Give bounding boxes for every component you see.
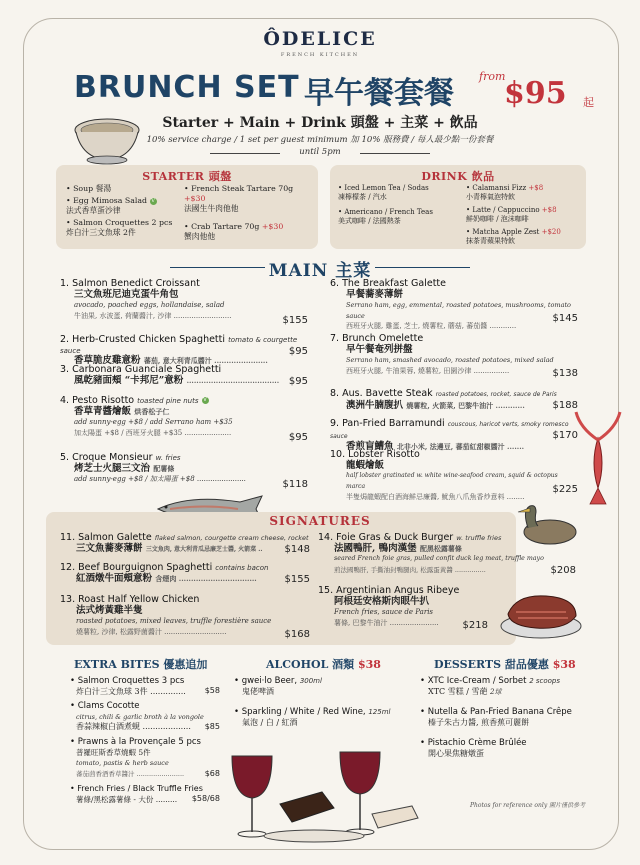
vegetarian-icon: V bbox=[203, 397, 207, 403]
duck-illustration bbox=[512, 500, 582, 550]
main-item: 2. Herb-Crusted Chicken Spaghetti tomato & courgette sauce 香草脆皮雞意粉 蕃茄, 意大利青瓜醬汁 ...................... $95 bbox=[60, 334, 308, 366]
lobster-illustration bbox=[568, 408, 628, 508]
main-item: 4. Pesto Risotto toasted pine nuts V 香草青醬燴飯 烘香松子仁 add sunny-egg +$8 / add Serrano ham +$35 加太陽蛋 +$8 / 西班牙火腿 +$35 ..................... $95 bbox=[60, 395, 308, 443]
drink-title: DRINK 飲品 bbox=[421, 170, 495, 183]
main-item: 6. The Breakfast Galette 早餐蕎麥薄餅 Serrano ham, egg, emmental, roasted potatoes, mushrooms, tomato sauce 西班牙火腿, 雞蛋, 芝士, 燒薯粒, 蘑菇, 蕃茄醬 ............ $145 bbox=[330, 278, 578, 330]
set-price: $95 bbox=[504, 76, 567, 111]
drink-item: • Iced Lemon Tea / Sodas 凍檸檬茶 / 汽水 • Americano / French Teas 美式咖啡 / 法國熱茶 bbox=[338, 184, 433, 225]
set-composition: Starter + Main + Drink 頭盤 + 主菜 + 飲品 bbox=[162, 115, 478, 131]
footnote: Photos for reference only 圖片僅供參考 bbox=[470, 802, 586, 809]
steak-illustration bbox=[496, 584, 586, 642]
wine-cake-illustration bbox=[222, 736, 422, 846]
divider bbox=[360, 153, 430, 154]
signature-item: 14. Foie Gras & Duck Burger w. truffle fries 法國鴨肝, 鴨肉漢堡 配黑松露薯條 seared French foie gras, pulled confit duck leg meat, truffle mayo 煎法國鴨肝, 手撕油封鴨腿肉, 松露蛋黃醬 ............... $208 bbox=[318, 532, 576, 576]
price-suffix: 起 bbox=[583, 96, 594, 109]
desserts-title: DESSERTS 甜品優惠 $38 bbox=[434, 658, 576, 671]
signatures-title: SIGNATURES bbox=[269, 514, 371, 528]
signature-item: 12. Beef Bourguignon Spaghetti contains bacon 紅酒燉牛面頰意粉 含煙肉 ................................ $155 bbox=[60, 562, 310, 585]
dessert-item: • XTC Ice-Cream / Sorbet 2 scoops XTC 雪糕 / 雪葩 2球 • Nutella & Pan-Fried Banana Crêpe 榛子朱古力醬, 煎香蕉可麗餅 • Pistachio Crème Brûlée 開心果焦糖燉蛋 bbox=[420, 676, 572, 758]
divider bbox=[375, 267, 470, 268]
extra-title: EXTRA BITES 優惠追加 bbox=[74, 658, 208, 671]
main-item: 9. Pan-Fried Barramundi couscous, haricot verts, smoky romesco sauce 香煎盲鰽魚 北非小米, 法邊豆, 蕃茄紅甜椒醬汁 ....... $170 bbox=[330, 418, 578, 452]
page-title-cn: 早午餐套餐 bbox=[304, 76, 454, 111]
drink-item: • Calamansi Fizz +$8 小青檸氣泡特飲 • Latte / Cappuccino +$8 鮮奶咖啡 / 泡沫咖啡 • Matcha Apple Zest +$20 抹茶青蘋果特飲 bbox=[466, 184, 561, 245]
main-item: 5. Croque Monsieur w. fries 烤芝士火腿三文治 配薯條 add sunny-egg +$8 / 加太陽蛋 +$8 ...................... $118 bbox=[60, 452, 308, 490]
starter-item: • French Steak Tartare 70g +$30 法國生牛肉他他 • Crab Tartare 70g +$30 蟹肉他他 bbox=[184, 184, 294, 241]
main-item: 3. Carbonara Guanciale Spaghetti 風乾豬面頰 “卡邦尼”意粉 ...................................... $95 bbox=[60, 364, 308, 387]
brand-logo: ÔDELICE bbox=[263, 28, 377, 50]
main-title: MAIN 主菜 bbox=[268, 261, 372, 281]
main-item: 8. Aus. Bavette Steak roasted potatoes, rocket, sauce de Paris 澳洲牛腩腹扒 燒薯粒, 火箭菜, 巴黎牛油汁 ............ $188 bbox=[330, 388, 578, 411]
alcohol-item: • gwei·lo Beer, 300ml 鬼佬啤酒 • Sparkling / White / Red Wine, 125ml 氣泡 / 白 / 紅酒 bbox=[234, 676, 391, 727]
starter-title: STARTER 頭盤 bbox=[142, 170, 232, 183]
extra-item: • French Fries / Black Truffle Fries 薯條/黑松露薯條 - 大份 ......... $58/68 bbox=[70, 784, 220, 804]
main-item: 7. Brunch Omelette 早午餐奄列拼盤 Serrano ham, smashed avocado, roasted potatoes, mixed salad 西班牙火腿, 牛油果蓉, 燒薯粒, 田園沙律 ................ $138 bbox=[330, 333, 578, 379]
extra-item: • Clams Cocotte citrus, chili & garlic broth à la vongole 香蒜辣椒白酒煮蜆 ................... $85 bbox=[70, 701, 220, 731]
starter-item: • Soup 餐湯 • Egg Mimosa Salad V 法式香草蛋沙律 • Salmon Croquettes 2 pcs 炸白汁三文魚球 2件 bbox=[66, 184, 173, 237]
vegetarian-icon: V bbox=[151, 197, 155, 204]
main-item: 1. Salmon Benedict Croissant 三文魚班尼迪克蛋牛角包 avocado, poached eggs, hollandaise, salad 牛油果, 水波蛋, 荷蘭醬汁, 沙律 .......................... $155 bbox=[60, 278, 308, 326]
brand-tagline: FRENCH KITCHEN bbox=[280, 52, 360, 58]
service-note: 10% service charge / 1 set per guest minimum 加 10% 服務費 / 每人最少點一份套餐 bbox=[146, 135, 494, 145]
extra-item: • Prawns à la Provençale 5 pcs 普羅旺斯香草燒蝦 5件 tomato, pastis & herb sauce 蕃茄茴香酒香草醬汁 ....................... $68 bbox=[70, 737, 220, 778]
signature-item: 11. Salmon Galette flaked salmon, courgette cream cheese, rocket 三文魚蕎麥薄餅 三文魚肉, 意大利青瓜忌廉芝士醬, 火箭菜 .. $148 bbox=[60, 532, 310, 555]
main-item: 10. Lobster Risotto 龍蝦燴飯 half lobster gratinated w. white wine-seafood cream, squid & octopus marca 半隻焗龍蝦配白酒海鮮忌廉醬, 魷魚八爪魚香炒意料 ........ $225 bbox=[330, 449, 578, 501]
availability: until 5pm bbox=[299, 147, 341, 157]
signature-item: 15. Argentinian Angus Ribeye 阿根廷安格斯肉眼牛扒 French fries, sauce de Paris 薯條, 巴黎牛油汁 ...................... $218 bbox=[318, 585, 488, 631]
signature-item: 13. Roast Half Yellow Chicken 法式烤黃雞半隻 roasted potatoes, mixed leaves, truffle forestière sauce 燒薯粒, 沙律, 松露野菌醬汁 ............................ $168 bbox=[60, 594, 310, 640]
alcohol-title: ALCOHOL 酒類 $38 bbox=[266, 658, 381, 671]
price-from: from bbox=[479, 70, 506, 83]
extra-item: • Salmon Croquettes 3 pcs 炸白汁三文魚球 3件 .............. $58 bbox=[70, 676, 220, 696]
page-title: BRUNCH SET bbox=[74, 70, 300, 105]
